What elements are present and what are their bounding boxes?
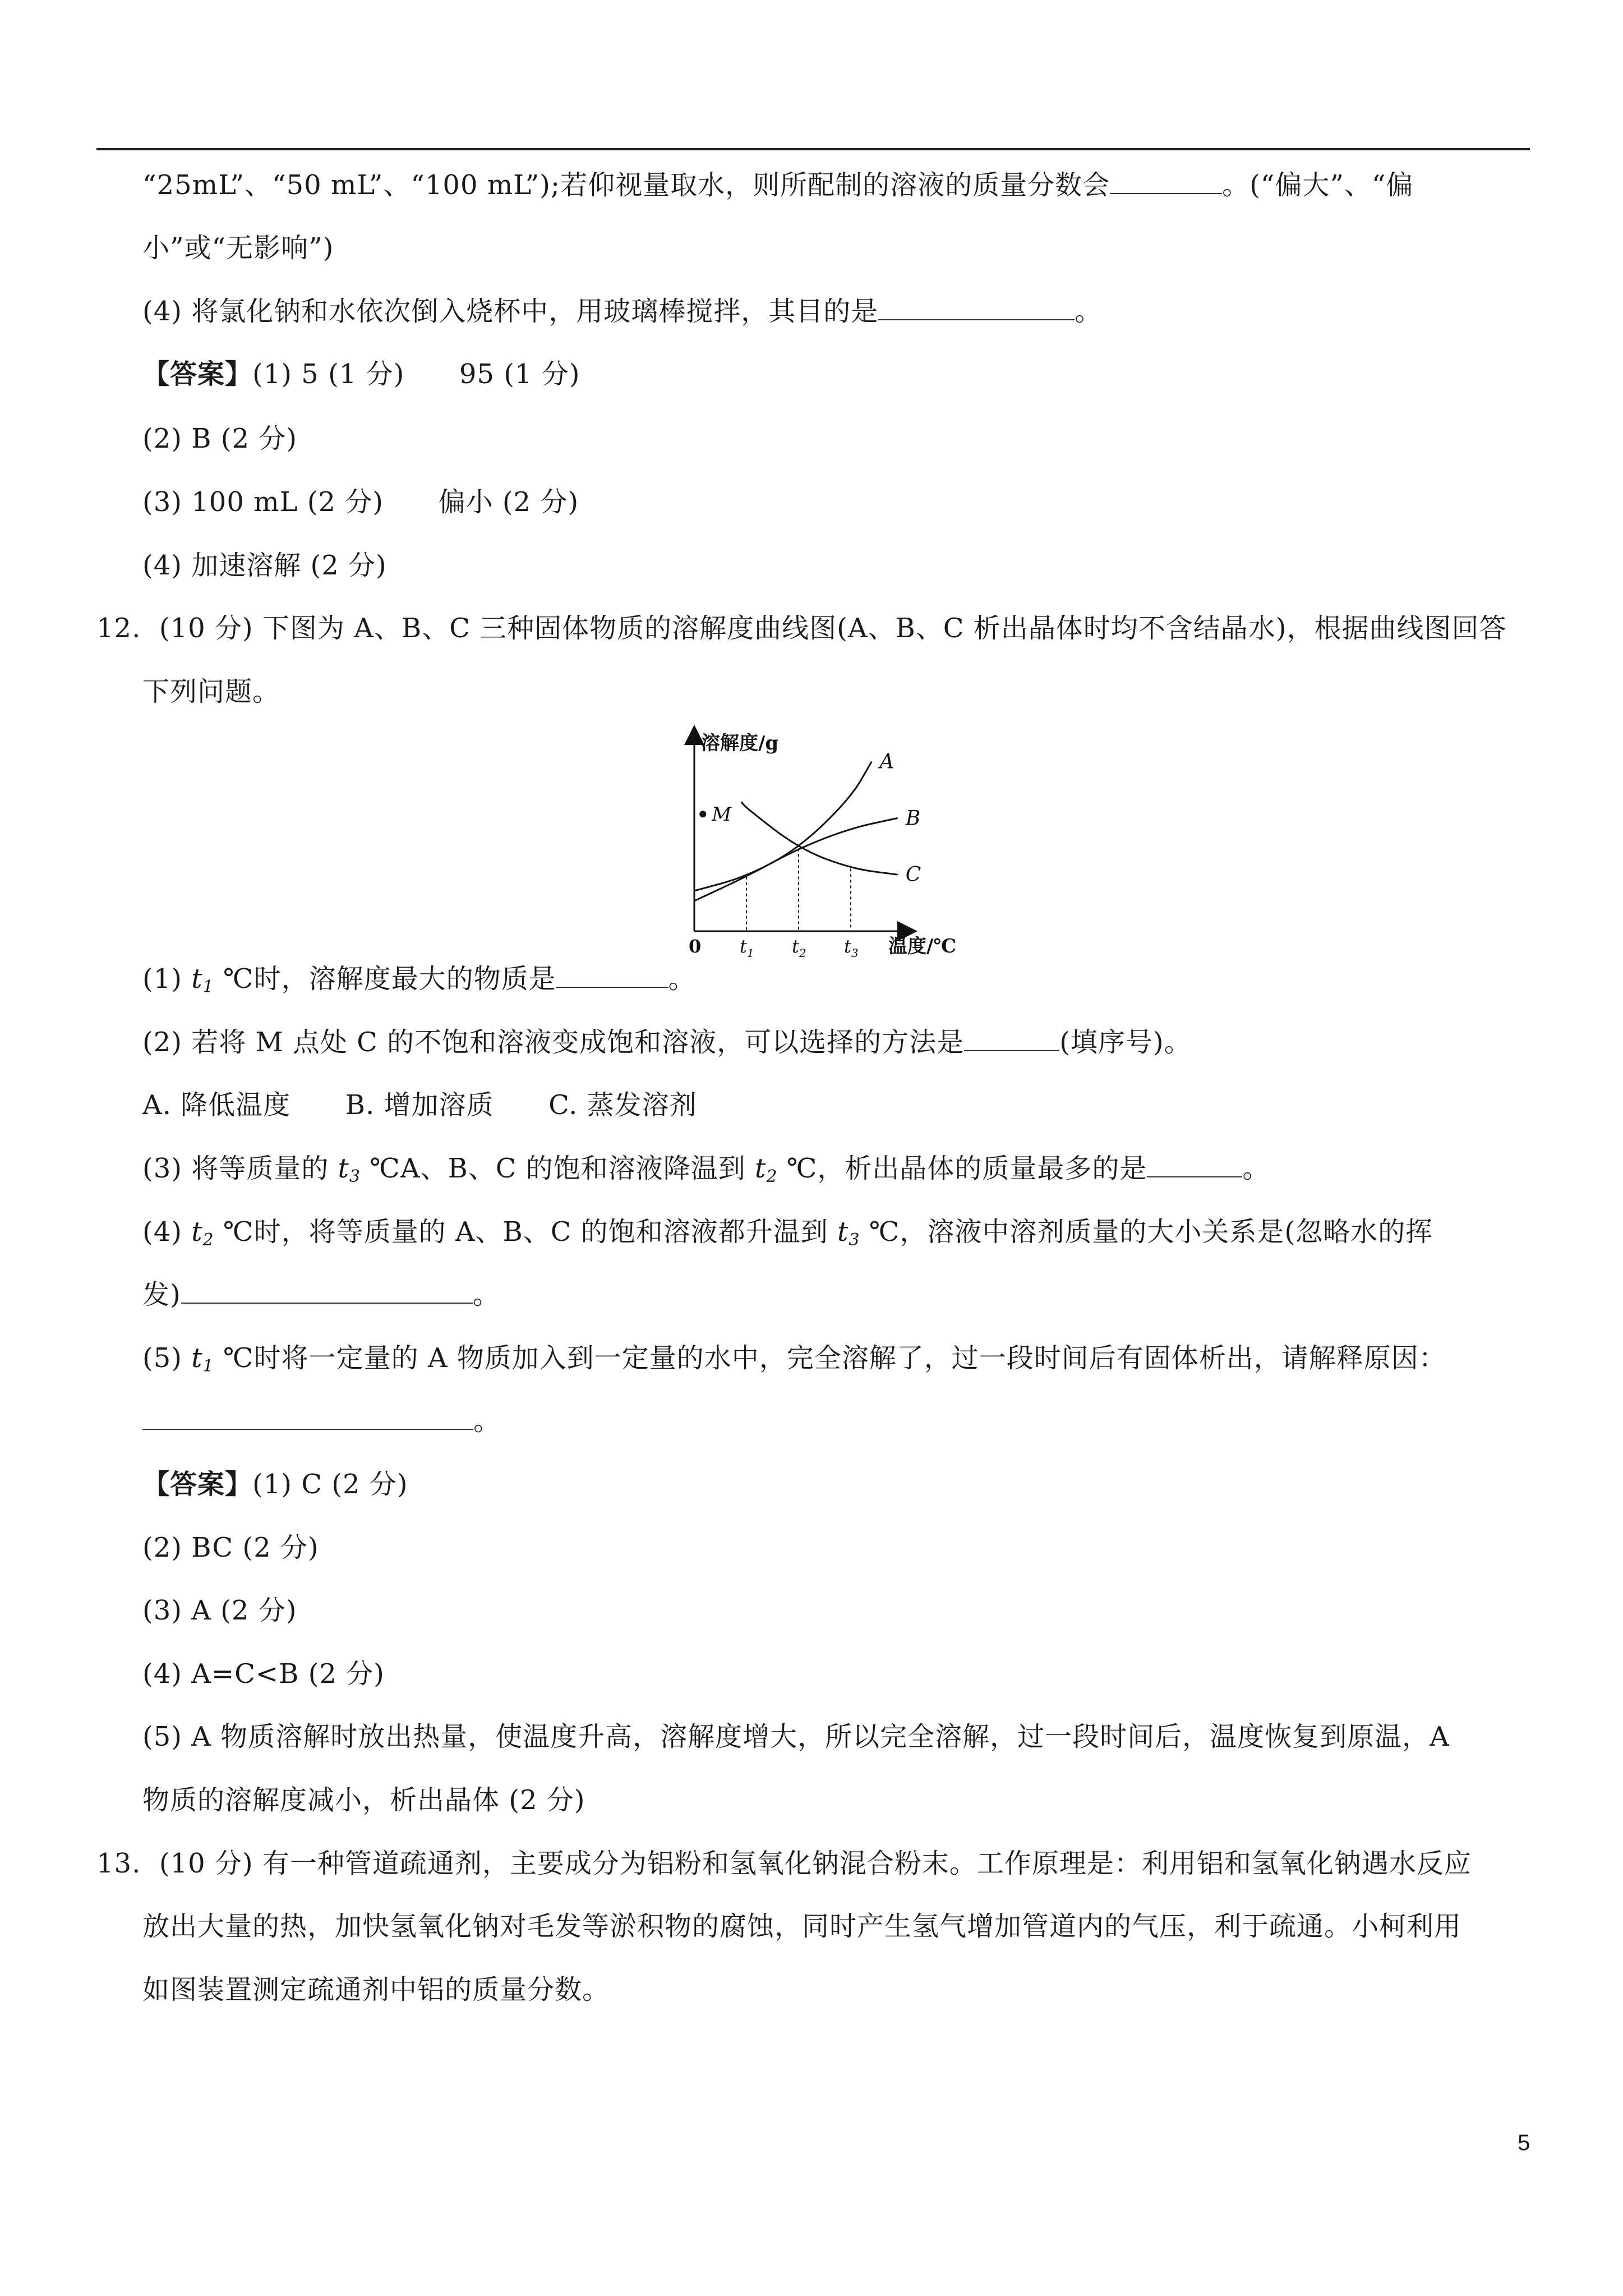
y-axis-label: 溶解度/g <box>701 732 779 754</box>
answer-blank <box>878 296 1075 320</box>
q11-line-a: “25mL”、“50 mL”、“100 mL”);若仰视量取水，则所配制的溶液的质量分数会 。(“偏大”、“偏 <box>142 169 1414 201</box>
q11-line-b: 小”或“无影响”) <box>142 232 334 264</box>
x-tick-label: $t_2$ <box>792 936 806 958</box>
q12-part5: (5) $t_1$ ℃时将一定量的 A 物质加入到一定量的水中，完全溶解了，过一段时间后有固体析出，请解释原因： <box>142 1342 1446 1376</box>
q11-answer-4: (4) 加速溶解 (2 分) <box>142 550 387 581</box>
curve-label-C: C <box>905 863 921 887</box>
curve-label-A: A <box>879 750 895 774</box>
q12-part1: (1) $t_1$ ℃时，溶解度最大的物质是 。 <box>142 963 696 997</box>
q11-answer-1: 【答案】(1) 5 (1 分) 95 (1 分) <box>142 358 580 390</box>
answer-blank <box>142 1405 473 1430</box>
curve-A <box>694 762 872 891</box>
answer-blank <box>556 963 668 988</box>
x-tick-label: $t_1$ <box>740 936 754 958</box>
answer-blank <box>181 1279 473 1304</box>
answer-blank <box>1147 1153 1242 1177</box>
curve-B <box>694 818 898 901</box>
q12-part5-line2: 。 <box>142 1404 501 1438</box>
answer-blank <box>964 1027 1059 1051</box>
curve-C <box>741 802 898 875</box>
q12-answer-2: (2) BC (2 分) <box>142 1532 319 1563</box>
x-tick-label: $t_3$ <box>844 936 859 958</box>
q12-answer-5b: 物质的溶解度减小，析出晶体 (2 分) <box>142 1784 585 1816</box>
q11-answer-3: (3) 100 mL (2 分) 偏小 (2 分) <box>142 486 579 518</box>
q12-answer-1: 【答案】(1) C (2 分) <box>142 1469 408 1500</box>
q12-part2: (2) 若将 M 点处 C 的不饱和溶液变成饱和溶液，可以选择的方法是 (填序号)。 <box>142 1027 1192 1058</box>
q13-line-1: 13. (10 分) 有一种管道疏通剂，主要成分为铝粉和氢氧化钠混合粉末。工作原理是：利用铝和氢氧化钠遇水反应 <box>96 1848 1472 1879</box>
point-M <box>699 811 706 817</box>
q12-part3: (3) 将等质量的 $t_3$ ℃A、B、C 的饱和溶液降温到 $t_2$ ℃，析出晶体的质量最多的是 。 <box>142 1153 1270 1186</box>
q11-part4: (4) 将氯化钠和水依次倒入烧杯中，用玻璃棒搅拌，其目的是 。 <box>142 296 1103 327</box>
origin-label: 0 <box>689 936 702 957</box>
q12-answer-3: (3) A (2 分) <box>142 1595 297 1626</box>
q12-stem-1: 12. (10 分) 下图为 A、B、C 三种固体物质的溶解度曲线图(A、B、C 析出晶体时均不含结晶水)，根据曲线图回答 <box>96 613 1507 644</box>
q12-answer-5a: (5) A 物质溶解时放出热量，使温度升高，溶解度增大，所以完全溶解，过一段时间后，温度恢复到原温，A <box>142 1721 1450 1752</box>
q12-options: A. 降低温度 B. 增加溶质 C. 蒸发溶剂 <box>142 1089 697 1121</box>
q12-answer-4: (4) A=C<B (2 分) <box>142 1658 385 1690</box>
page-number: 5 <box>1518 2131 1530 2155</box>
q12-stem-2: 下列问题。 <box>142 676 280 707</box>
curve-label-B: B <box>905 807 921 830</box>
solubility-chart <box>673 723 993 958</box>
q12-part4-line2: 发) 。 <box>142 1279 500 1310</box>
point-M-label: M <box>712 803 732 826</box>
q12-part4: (4) $t_2$ ℃时，将等质量的 A、B、C 的饱和溶液都升温到 $t_3$ ℃，溶液中溶剂质量的大小关系是(忽略水的挥 <box>142 1216 1433 1250</box>
header-rule <box>96 148 1530 150</box>
q13-line-3: 如图装置测定疏通剂中铝的质量分数。 <box>142 1974 610 2005</box>
x-axis-label: 温度/℃ <box>888 935 957 958</box>
q11-answer-2: (2) B (2 分) <box>142 423 298 454</box>
answer-blank <box>1110 169 1222 194</box>
q13-line-2: 放出大量的热，加快氢氧化钠对毛发等淤积物的腐蚀，同时产生氢气增加管道内的气压，利于疏通。小柯利用 <box>142 1911 1462 1942</box>
